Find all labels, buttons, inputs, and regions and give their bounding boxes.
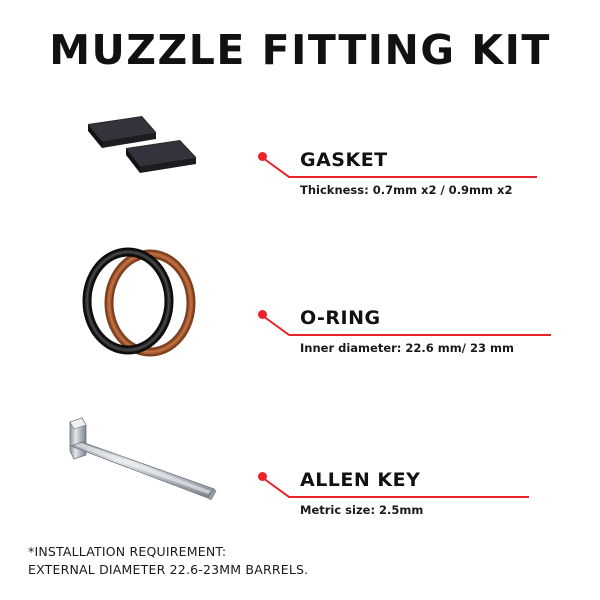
- callout-allen-key: [258, 469, 508, 527]
- item-label-o-ring: O-RING: [300, 307, 381, 329]
- item-spec-o-ring: Inner diameter: 22.6 mm/ 23 mm: [300, 341, 514, 355]
- item-label-gasket: GASKET: [300, 149, 388, 171]
- callout-gasket: [258, 149, 538, 207]
- callout-diagonal-line-o-ring: [262, 315, 290, 336]
- callout-diagonal-line-allen-key: [262, 477, 290, 498]
- installation-requirement-note: [28, 543, 308, 579]
- page-title: MUZZLE FITTING KIT: [49, 26, 551, 74]
- item-spec-allen-key: Metric size: 2.5mm: [300, 503, 424, 517]
- allen-key-icon: [62, 415, 242, 505]
- callout-horizontal-line-allen-key: [289, 496, 529, 498]
- installation-requirement-line1: *INSTALLATION REQUIREMENT:: [28, 544, 227, 559]
- callout-o-ring: [258, 307, 548, 365]
- callout-diagonal-line-gasket: [262, 157, 290, 178]
- callout-horizontal-line-gasket: [289, 176, 537, 178]
- gasket-plates-icon: [80, 108, 220, 188]
- o-ring-pair-icon: [78, 245, 203, 360]
- callout-horizontal-line-o-ring: [289, 334, 551, 336]
- item-spec-gasket: Thickness: 0.7mm x2 / 0.9mm x2: [300, 183, 513, 197]
- item-label-allen-key: ALLEN KEY: [300, 469, 421, 491]
- installation-requirement-line2: EXTERNAL DIAMETER 22.6-23MM BARRELS.: [28, 562, 309, 578]
